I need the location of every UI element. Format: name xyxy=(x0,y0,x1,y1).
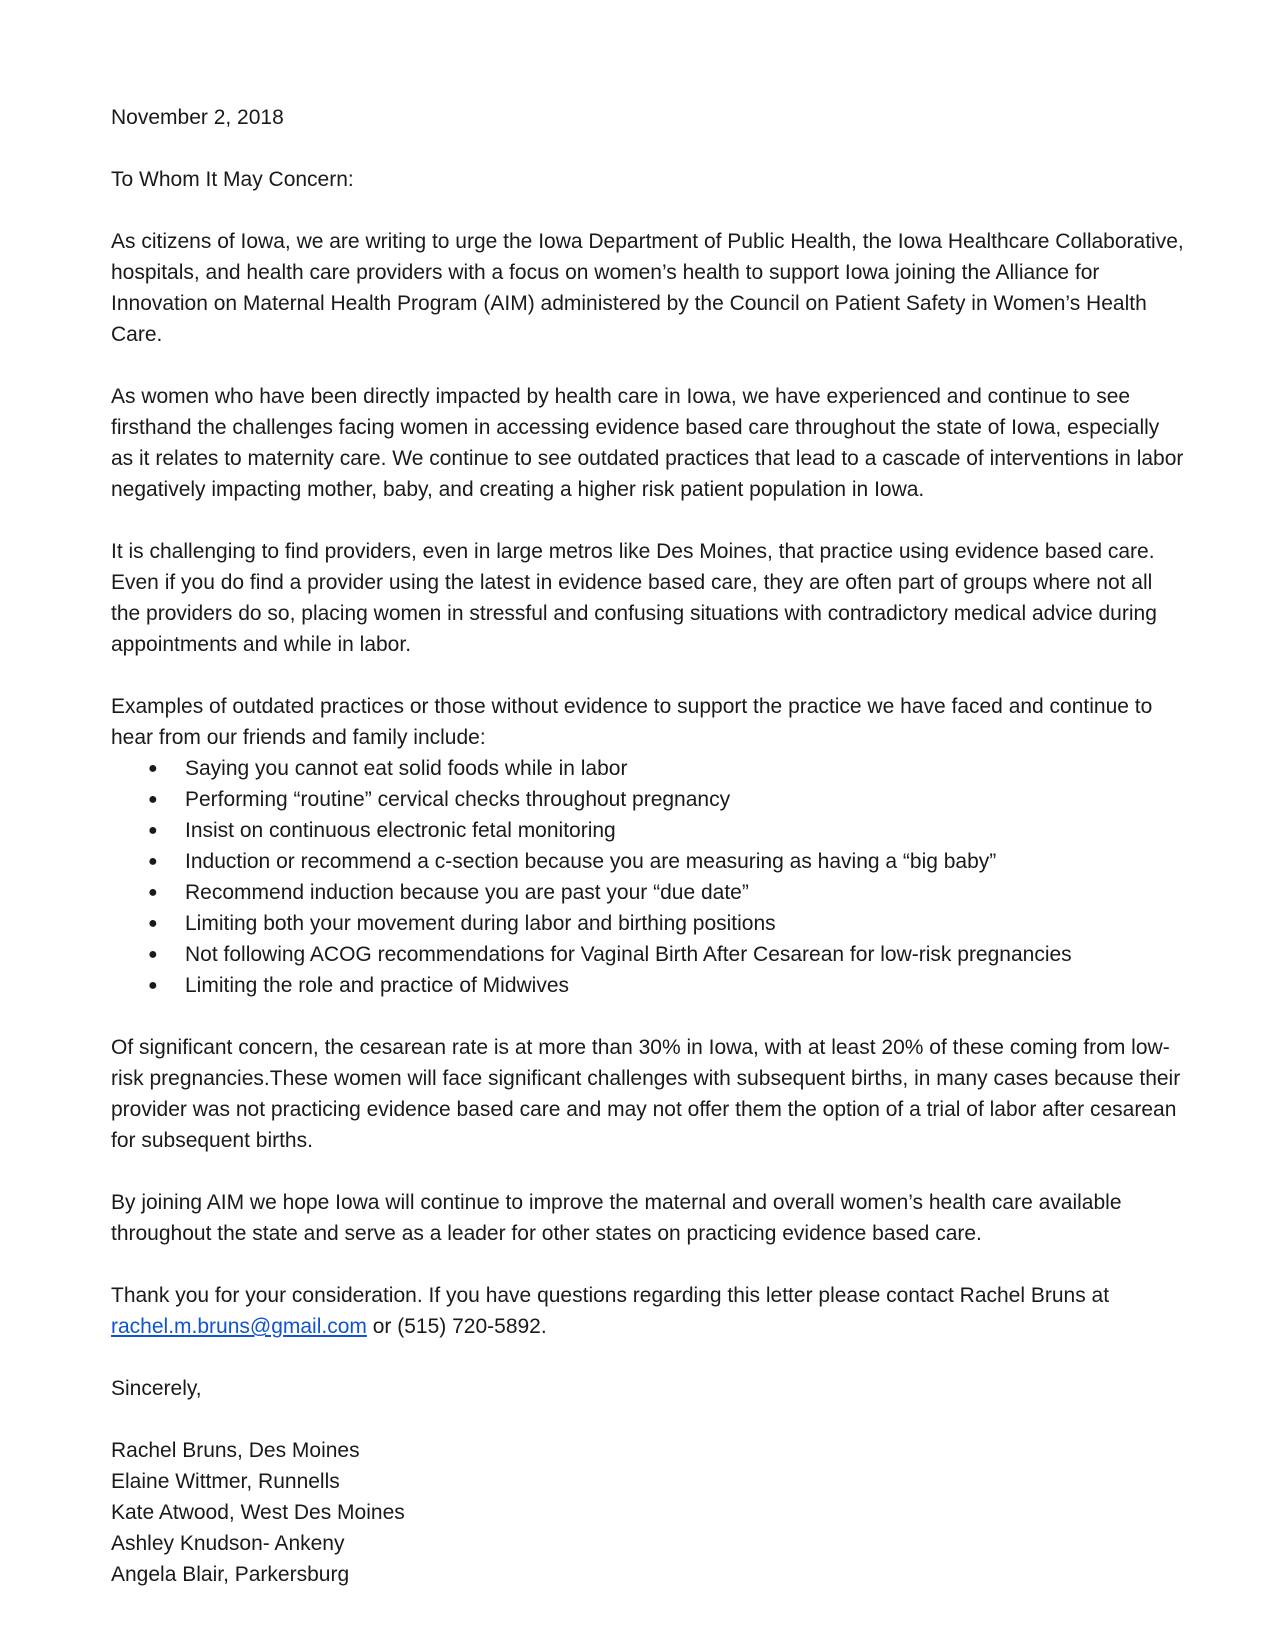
list-item xyxy=(111,815,1186,846)
list-item-text: Recommend induction because you are past your “due date” xyxy=(185,881,749,904)
paragraph-contact xyxy=(111,1280,1186,1342)
bullet-icon: ● xyxy=(148,791,158,808)
paragraph-providers: It is challenging to find providers, even in large metros like Des Moines, that practice using evidence based care. Even if you do find a provider using the latest in evidence based care, they are often part of groups where not all the providers do so, placing women in stressful and confusing situations with contradictory medical advice during appointments and while in labor. xyxy=(111,540,1157,656)
bullet-icon: ● xyxy=(148,822,158,839)
list-item-text: Performing “routine” cervical checks throughout pregnancy xyxy=(185,788,731,811)
email-link[interactable]: rachel.m.bruns@gmail.com xyxy=(111,1315,367,1338)
paragraph-request: As citizens of Iowa, we are writing to urge the Iowa Department of Public Health, the Iowa Healthcare Collaborative, hospitals, and health care providers with a focus on women’s health to support Iowa joining the Alliance for Innovation on Maternal Health Program (AIM) administered by the Council on Patient Safety in Women’s Health Care. xyxy=(111,230,1184,346)
list-item xyxy=(111,784,1186,815)
signer-name: Elaine Wittmer, Runnells xyxy=(111,1470,340,1493)
list-item-text: Induction or recommend a c-section because you are measuring as having a “big baby” xyxy=(185,850,997,873)
list-item xyxy=(111,877,1186,908)
list-item xyxy=(111,908,1186,939)
list-item-text: Insist on continuous electronic fetal monitoring xyxy=(185,819,616,842)
list-item xyxy=(111,846,1186,877)
list-item xyxy=(111,970,1186,1001)
bullet-icon: ● xyxy=(148,760,158,777)
signer-name: Ashley Knudson- Ankeny xyxy=(111,1532,345,1555)
signer-name: Rachel Bruns, Des Moines xyxy=(111,1439,360,1462)
bullet-icon: ● xyxy=(148,977,158,994)
letter-closing: Sincerely, xyxy=(111,1377,202,1400)
list-item-text: Limiting the role and practice of Midwives xyxy=(185,974,570,997)
list-item-text: Saying you cannot eat solid foods while in labor xyxy=(185,757,628,780)
list-item-text: Not following ACOG recommendations for Vaginal Birth After Cesarean for low-risk pregnancies xyxy=(185,943,1072,966)
bullet-icon: ● xyxy=(148,915,158,932)
paragraph-experience: As women who have been directly impacted by health care in Iowa, we have experienced and continue to see firsthand the challenges facing women in accessing evidence based care throughout the state of Iowa, especially as it relates to maternity care. We continue to see outdated practices that lead to a cascade of interventions in labor negatively impacting mother, baby, and creating a higher risk patient population in Iowa. xyxy=(111,385,1184,501)
bullet-icon: ● xyxy=(148,946,158,963)
paragraph-cesarean-concern: Of significant concern, the cesarean rate is at more than 30% in Iowa, with at least 20% of these coming from low-risk pregnancies.These women will face significant challenges with subsequent births, in many cases because their provider was not practicing evidence based care and may not offer them the option of a trial of labor after cesarean for subsequent births. xyxy=(111,1036,1181,1152)
letter-page xyxy=(111,102,1186,1590)
contact-prefix: Thank you for your consideration. If you have questions regarding this letter please contact Rachel Bruns at xyxy=(111,1284,1110,1307)
signers-list xyxy=(111,1435,1186,1590)
outdated-practices-list xyxy=(111,753,1186,1001)
paragraph-joining-aim: By joining AIM we hope Iowa will continue to improve the maternal and overall women’s health care available throughout the state and serve as a leader for other states on practicing evidence based care. xyxy=(111,1191,1122,1245)
list-item xyxy=(111,939,1186,970)
contact-suffix: or (515) 720-5892. xyxy=(366,1315,547,1338)
list-item-text: Limiting both your movement during labor and birthing positions xyxy=(185,912,776,935)
letter-date: November 2, 2018 xyxy=(111,106,284,129)
bullet-icon: ● xyxy=(148,884,158,901)
signer-name: Kate Atwood, West Des Moines xyxy=(111,1501,405,1524)
paragraph-examples-intro: Examples of outdated practices or those without evidence to support the practice we have faced and continue to hear from our friends and family include: xyxy=(111,695,1153,749)
list-item xyxy=(111,753,1186,784)
signer-name: Angela Blair, Parkersburg xyxy=(111,1563,350,1586)
bullet-icon: ● xyxy=(148,853,158,870)
letter-salutation: To Whom It May Concern: xyxy=(111,168,354,191)
